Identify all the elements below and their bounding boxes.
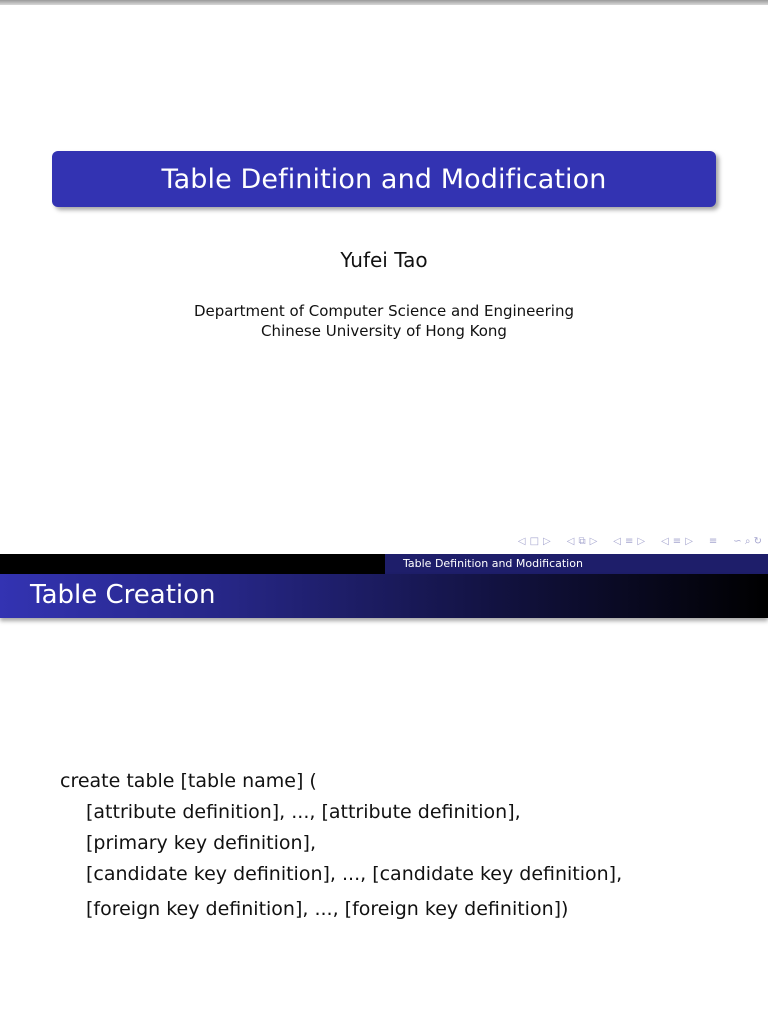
headline-title: Table Definition and Modification: [385, 554, 768, 574]
syntax-line: [primary key definition],: [86, 832, 316, 854]
institute: [0, 301, 768, 341]
search-back-icons[interactable]: ∽ ⌕ ↻: [733, 536, 762, 547]
title-box: [52, 151, 716, 207]
institute-line-1: Department of Computer Science and Engineering: [193, 302, 574, 320]
institute-line-2: Chinese University of Hong Kong: [261, 322, 507, 340]
author-name: Yufei Tao: [340, 248, 428, 272]
syntax-line: [attribute definition], ..., [attribute definition],: [86, 801, 521, 823]
beamer-navigation-bar: [518, 536, 762, 547]
section-icon[interactable]: ≡: [625, 536, 634, 547]
subsection-next-icon[interactable]: ▷: [589, 536, 598, 547]
title-slide: [0, 5, 768, 554]
create-table-syntax: [60, 766, 622, 925]
syntax-line: [candidate key definition], ..., [candidate key definition],: [86, 863, 623, 885]
frame-prev-icon[interactable]: ◁: [517, 536, 526, 547]
section-prev-icon[interactable]: ◁: [613, 536, 621, 547]
table-creation-slide: [0, 554, 768, 1024]
subsection2-icon[interactable]: ≡: [672, 536, 682, 547]
frame-next-icon[interactable]: ▷: [543, 536, 551, 547]
document-icon[interactable]: ≡: [708, 536, 718, 547]
subsection2-prev-icon[interactable]: ◁: [661, 536, 669, 547]
frame-title-bar: [0, 574, 768, 618]
headline-bar: [0, 554, 768, 574]
presentation-title: Table Definition and Modification: [161, 163, 607, 195]
subsection-icon[interactable]: ⧉: [578, 536, 586, 547]
syntax-line: [foreign key definition], ..., [foreign key definition]): [86, 898, 569, 920]
frame-title: Table Creation: [30, 580, 216, 610]
subsection-prev-icon[interactable]: ◁: [566, 536, 575, 547]
syntax-line: create table [table name] (: [60, 770, 317, 792]
frame-icon[interactable]: □: [529, 536, 540, 547]
subsection2-next-icon[interactable]: ▷: [685, 536, 693, 547]
headline-left: [0, 554, 385, 574]
section-next-icon[interactable]: ▷: [637, 536, 646, 547]
